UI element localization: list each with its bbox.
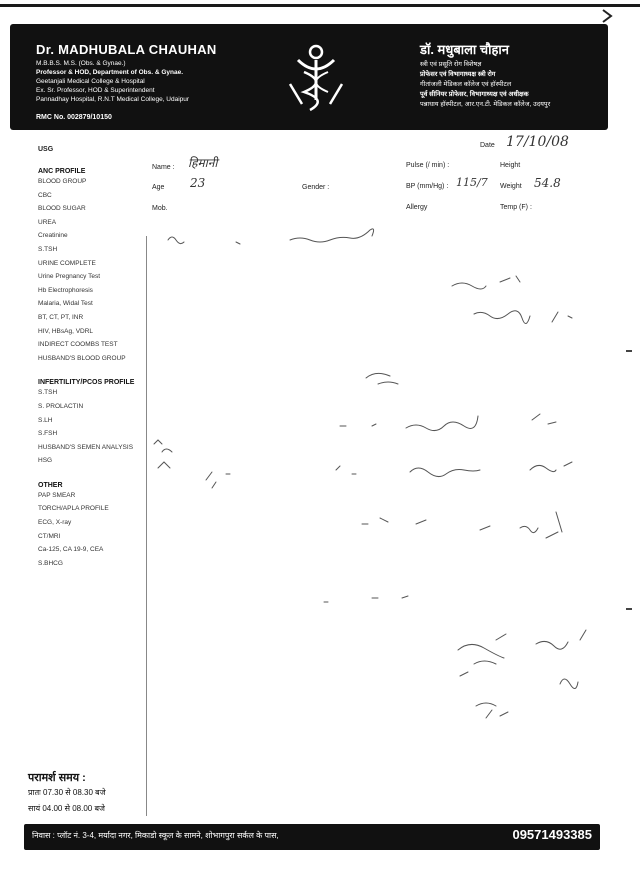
anc-profile-title: ANC PROFILE [38, 168, 86, 175]
weight-label: Weight [500, 183, 522, 190]
corner-mark-icon [600, 8, 614, 24]
pulse-label: Pulse (/ min) : [406, 162, 450, 169]
anc-list [38, 175, 148, 365]
residence-address: निवास : प्लॉट नं. 3-4, मर्यादा नगर, मिकाडो स्कूल के सामने, शोभागपुरा सर्कल के पास, [32, 831, 279, 840]
name-label: Name : [152, 164, 175, 171]
test-item: S.FSH [38, 430, 58, 438]
test-item: HUSBAND'S SEMEN ANALYSIS [38, 443, 134, 451]
infertility-profile-title: INFERTILITY/PCOS PROFILE [38, 379, 135, 387]
bp-label: BP (mm/Hg) : [406, 183, 449, 190]
usg-label: USG [38, 146, 54, 153]
medical-logo-icon [276, 38, 356, 118]
test-item: CT/MRI [38, 532, 61, 540]
letterhead-english [36, 42, 246, 104]
timing-evening: सायं 04.00 से 08.00 बजे [28, 804, 105, 813]
test-item: HIV, HBsAg, VDRL [38, 327, 94, 335]
test-item: BT, CT, PT, INR [38, 313, 84, 321]
timing-title: परामर्श समय : [28, 772, 86, 784]
handwritten-bp: 115/7 [456, 176, 488, 189]
test-item: S.LH [38, 416, 53, 424]
test-item: Hb Electrophoresis [38, 286, 93, 294]
qual-line: Geetanjali Medical College & Hospital [36, 78, 145, 85]
test-item: S. PROLACTIN [38, 402, 84, 410]
test-item: TORCH/APLA PROFILE [38, 505, 109, 513]
date-label: Date [480, 142, 495, 149]
letterhead-hindi [420, 40, 600, 110]
mob-label: Mob. [152, 205, 168, 212]
test-item: Malaria, Widal Test [38, 300, 93, 308]
top-border-line [0, 4, 640, 7]
test-item: INDIRECT COOMBS TEST [38, 341, 118, 349]
test-item: ECG, X-ray [38, 519, 72, 527]
other-title: OTHER [38, 481, 63, 489]
test-item: HUSBAND'S BLOOD GROUP [38, 354, 126, 362]
qual-line: M.B.B.S. M.S. (Obs. & Gynae.) [36, 60, 126, 67]
sidebar-divider [146, 236, 147, 816]
test-item: Urine Pregnancy Test [38, 273, 101, 281]
test-item: S.TSH [38, 245, 58, 253]
footer-bar [24, 824, 600, 850]
qualifications-en [36, 59, 246, 104]
age-label: Age [152, 184, 165, 191]
qual-line-hi: गीतांजली मेडिकल कॉलेज एवं हॉस्पीटल [420, 81, 512, 88]
handwritten-weight: 54.8 [534, 176, 561, 190]
test-item: CBC [38, 191, 52, 199]
test-item: HSG [38, 457, 53, 465]
consultation-timing [28, 770, 158, 817]
test-item: BLOOD GROUP [38, 178, 87, 185]
test-item: S.BHCG [38, 559, 63, 567]
allergy-label: Allergy [406, 204, 428, 211]
qual-line-hi: स्त्री एवं प्रसूति रोग विशेषज्ञ [420, 61, 482, 68]
doctor-name-en: Dr. MADHUBALA CHAUHAN [36, 42, 217, 57]
qual-line-hi: प्रोफेसर एवं विभागाध्यक्ष स्त्री रोग [420, 71, 496, 78]
test-item: Ca-125, CA 19-9, CEA [38, 546, 104, 554]
qual-line: Ex. Sr. Professor, HOD & Superintendent [36, 87, 155, 94]
test-item: URINE COMPLETE [38, 259, 96, 267]
qual-line-hi: पूर्व सीनियर प्रोफेसर, विभागाध्यक्ष एवं अधीक्षक [420, 91, 529, 98]
test-sidebar [38, 144, 148, 570]
edge-mark [626, 350, 632, 352]
test-item: UREA [38, 218, 57, 226]
height-label: Height [500, 162, 521, 169]
letterhead [10, 24, 608, 130]
handwritten-age: 23 [190, 176, 206, 190]
edge-mark [626, 608, 632, 610]
test-item: BLOOD SUGAR [38, 205, 86, 213]
other-list [38, 489, 148, 571]
qual-line-hi: पन्नाधाय हॉस्पीटल, आर.एन.टी. मेडिकल कॉलेज, उदयपुर [420, 101, 551, 108]
phone-number: 09571493385 [512, 827, 592, 842]
qual-line: Professor & HOD, Department of Obs. & Gynae. [36, 69, 184, 76]
test-item: S.TSH [38, 389, 58, 397]
gender-label: Gender : [302, 184, 330, 191]
infertility-list [38, 386, 148, 468]
handwritten-name: हिमानी [188, 156, 218, 170]
registration-number: RMC No. 002879/10150 [36, 114, 112, 121]
qualifications-hi [420, 60, 600, 110]
test-item: Creatinine [38, 232, 68, 240]
doctor-name-hi: डॉ. मधुबाला चौहान [420, 42, 510, 57]
qual-line: Pannadhay Hospital, R.N.T Medical College, Udaipur [36, 96, 190, 103]
test-item: PAP SMEAR [38, 491, 76, 499]
timing-morning: प्रातः 07.30 से 08.30 बजे [28, 788, 106, 797]
handwritten-date: 17/10/08 [506, 134, 569, 150]
temp-label: Temp (F) : [500, 204, 532, 211]
